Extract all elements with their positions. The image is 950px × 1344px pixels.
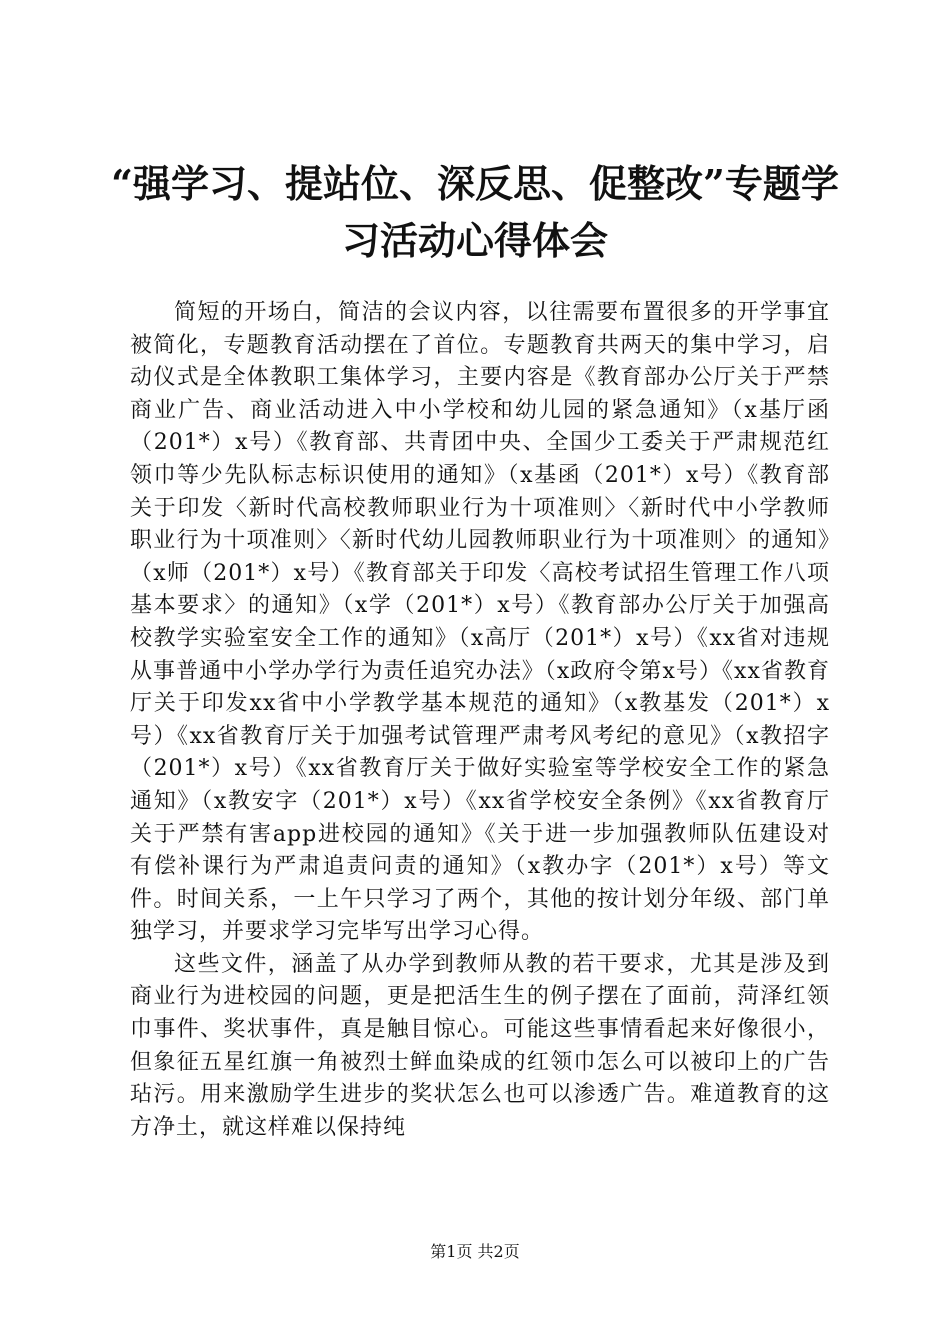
body-paragraph-2: 这些文件，涵盖了从办学到教师从教的若干要求，尤其是涉及到商业行为进校园的问题，更是把活生生的例子摆在了面前，菏泽红领巾事件、奖状事件，真是触目惊心。可能这些事情看起来好像很小，但象征五星红旗一角被烈士鲜血染成的红领巾怎么可以被印上的广告玷污。用来激励学生进步的奖状怎么也可以渗透广告。难道教育的这方净土，就这样难以保持纯: [130, 951, 830, 1140]
document-body: [130, 297, 830, 1144]
body-paragraph-1: 简短的开场白，简洁的会议内容，以往需要布置很多的开学事宜被简化，专题教育活动摆在了首位。专题教育共两天的集中学习，启动仪式是全体教职工集体学习，主要内容是《教育部办公厅关于严禁商业广告、商业活动进入中小学校和幼儿园的紧急通知》（x基厅函（201*）x号）《教育部、共青团中央、全国少工委关于严肃规范红领巾等少先队标志标识使用的通知》（x基函（201*）x号）《教育部关于印发〈新时代高校教师职业行为十项准则〉〈新时代中小学教师职业行为十项准则〉〈新时代幼儿园教师职业行为十项准则〉的通知》（x师（201*）x号）《教育部关于印发〈高校考试招生管理工作八项基本要求〉的通知》（x学（201*）x号）《教育部办公厅关于加强高校教学实验室安全工作的通知》（x高厅（201*）x号）《xx省对违规从事普通中小学办学行为责任追究办法》（x政府令第x号）《xx省教育厅关于印发xx省中小学教学基本规范的通知》（x教基发（201*）x号）《xx省教育厅关于加强考试管理严肃考风考纪的意见》（x教招字（201*）x号）《xx省教育厅关于做好实验室等学校安全工作的紧急通知》（x教安字（201*）x号）《xx省学校安全条例》《xx省教育厅关于严禁有害app进校园的通知》《关于进一步加强教师队伍建设对有偿补课行为严肃追责问责的通知》（x教办字（201*）x号）等文件。时间关系，一上午只学习了两个，其他的按计划分年级、部门单独学习，并要求学习完毕写出学习心得。: [130, 300, 830, 945]
document-title-line-2: 习活动心得体会: [341, 218, 608, 263]
document-title-line-1: “强学习、提站位、深反思、促整改”专题学: [111, 161, 839, 206]
page-footer: 第1页 共2页: [430, 1242, 520, 1261]
